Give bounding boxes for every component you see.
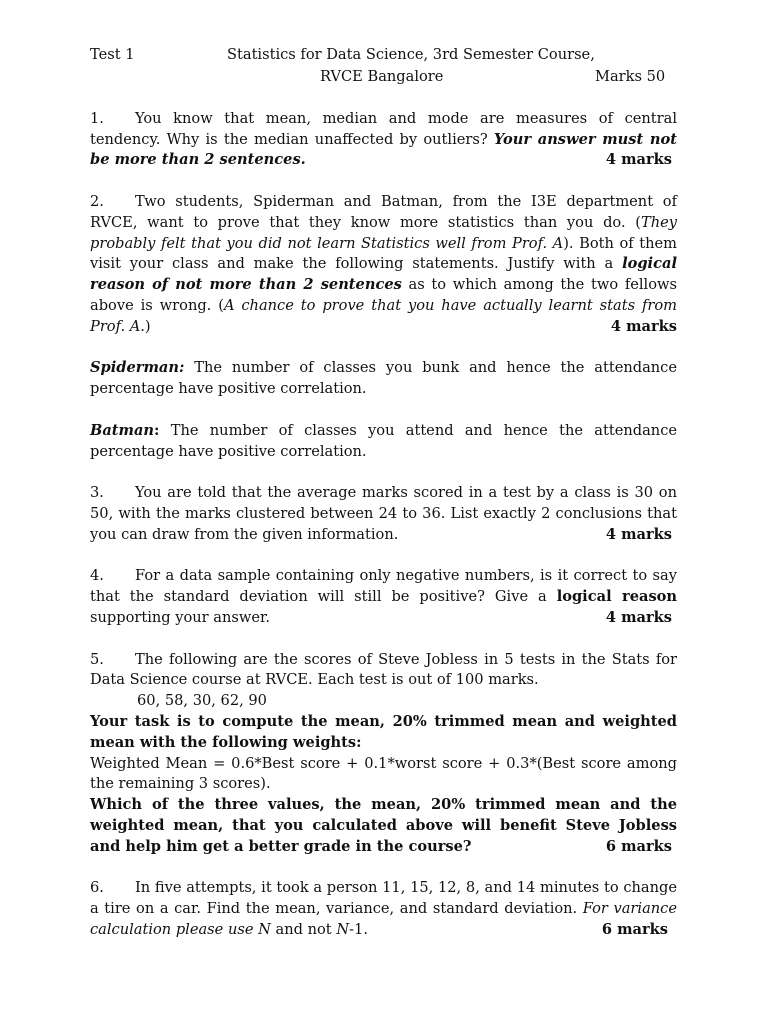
question-text: Two students, Spiderman and Batman, from the I3E department of RVCE, want to prove that they know more statistics than you do. ( bbox=[90, 192, 677, 231]
score-list: 60, 58, 30, 62, 90 bbox=[137, 692, 267, 710]
question-5-prompt bbox=[90, 795, 677, 857]
question-number: 4. bbox=[90, 567, 104, 585]
question-text: You are told that the average marks scored in a test by a class is 30 on 50, with the marks clustered between 24 to 36. List exactly 2 conclusions that you can draw from the given information. bbox=[90, 484, 677, 543]
instruction: and not bbox=[270, 920, 337, 938]
question-marks: 6 marks bbox=[605, 837, 672, 855]
question-1 bbox=[90, 109, 677, 171]
question-marks: 4 marks bbox=[605, 151, 672, 169]
total-marks: Marks 50 bbox=[595, 68, 666, 85]
question-text: ) bbox=[144, 317, 151, 335]
question-6 bbox=[90, 878, 677, 940]
answer-constraint: Your answer must not be more than 2 sentences. bbox=[90, 130, 677, 169]
question-marks: 4 marks bbox=[605, 608, 672, 626]
question-number: 1. bbox=[90, 109, 104, 127]
question-marks: 4 marks bbox=[610, 317, 677, 335]
question-text: For a data sample containing only negative numbers, is it correct to say that the standard deviation will still be positive? Give a bbox=[90, 567, 677, 606]
speaker-label: Batman bbox=[90, 421, 155, 439]
question-3 bbox=[90, 483, 677, 545]
emphasis: logical reason bbox=[556, 588, 678, 606]
symbol-n: N bbox=[258, 920, 271, 938]
question-aside: They probably felt that you did not learn Statistics well from Prof. A bbox=[90, 213, 677, 252]
statement-text: The number of classes you bunk and hence the attendance percentage have positive correlation. bbox=[90, 359, 677, 398]
course-title: Statistics for Data Science, 3rd Semester Course, bbox=[227, 46, 595, 63]
instruction: For variance calculation please use bbox=[90, 900, 677, 938]
exam-page bbox=[90, 44, 677, 941]
question-text: You know that mean, median and mode are measures of central tendency. Why is the median unaffected by outliers? bbox=[90, 109, 677, 148]
question-number: 3. bbox=[90, 484, 104, 502]
question-text: as to which among the two fellows above is wrong. ( bbox=[90, 276, 677, 314]
question-aside: A chance to prove that you have actually learnt stats from Prof. A. bbox=[90, 296, 678, 335]
question-text: Which of the three values, the mean, 20% trimmed mean and the weighted mean, that you calculated above will benefit Steve Jobless and help him get a better grade in the course? bbox=[90, 796, 677, 855]
question-marks: 4 marks bbox=[605, 525, 672, 543]
test-label: Test 1 bbox=[90, 46, 135, 63]
batman-statement bbox=[90, 421, 677, 463]
speaker-colon: : bbox=[154, 421, 160, 439]
question-marks: 6 marks bbox=[601, 920, 668, 938]
question-4 bbox=[90, 566, 677, 628]
question-text: ). Both of them visit your class and make the following statements. Justify with a bbox=[90, 234, 677, 273]
question-text: The following are the scores of Steve Jobless in 5 tests in the Stats for Data Science course at RVCE. Each test is out of 100 marks. bbox=[90, 650, 677, 689]
question-number: 6. bbox=[90, 879, 104, 897]
exam-header bbox=[90, 44, 677, 88]
question-2 bbox=[90, 192, 677, 338]
speaker-label: Spiderman: bbox=[90, 359, 185, 377]
question-5 bbox=[90, 650, 677, 692]
question-number: 5. bbox=[90, 650, 104, 668]
weighted-mean-formula: Weighted Mean = 0.6*Best score + 0.1*worst score + 0.3*(Best score among the remaining 3 scores). bbox=[90, 754, 677, 793]
institution-name: RVCE Bangalore bbox=[320, 68, 444, 85]
question-text: supporting your answer. bbox=[90, 608, 271, 626]
question-number: 2. bbox=[90, 192, 104, 210]
statement-text: The number of classes you attend and hence the attendance percentage have positive correlation. bbox=[90, 421, 677, 460]
instruction: -1. bbox=[349, 920, 368, 938]
task-statement: Your task is to compute the mean, 20% trimmed mean and weighted mean with the following weights: bbox=[90, 712, 677, 751]
spiderman-statement bbox=[90, 358, 677, 400]
answer-constraint: logical reason of not more than 2 sentences bbox=[90, 255, 677, 294]
question-text: In five attempts, it took a person 11, 15, 12, 8, and 14 minutes to change a tire on a car. Find the mean, variance, and standard deviation. bbox=[90, 879, 677, 918]
symbol-n: N bbox=[336, 920, 350, 938]
